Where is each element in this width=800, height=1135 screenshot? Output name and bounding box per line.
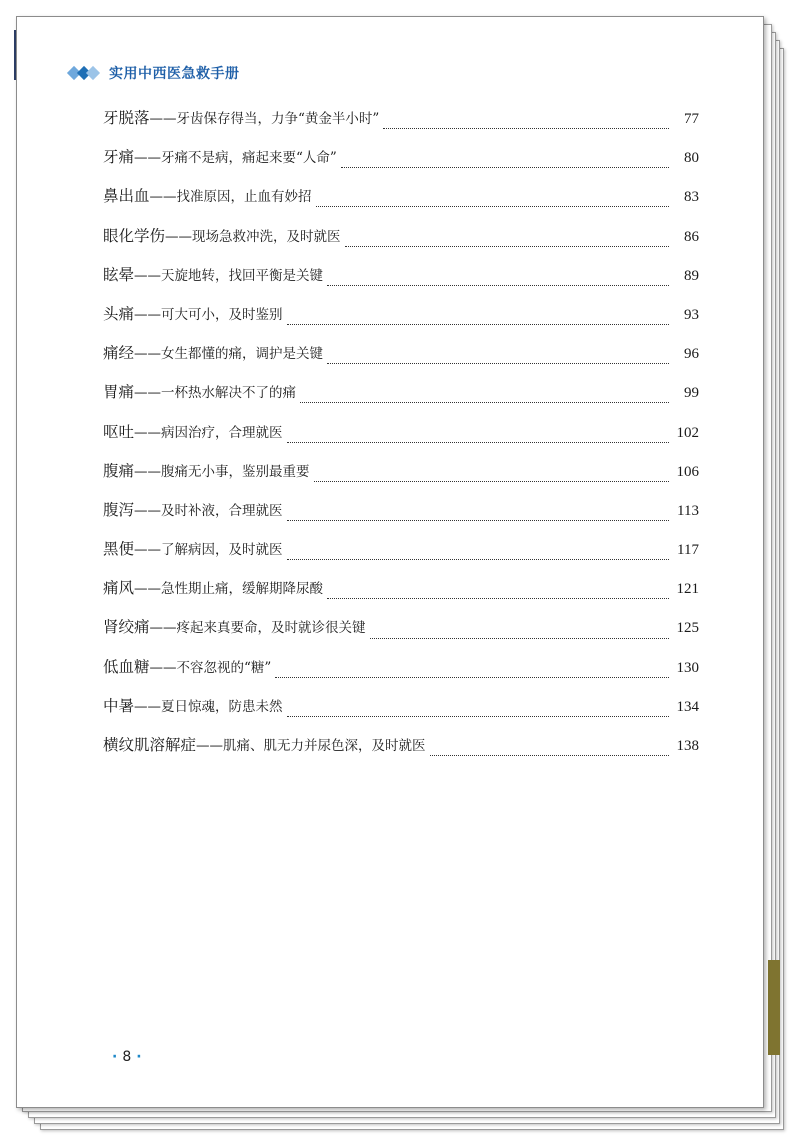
entry-subtitle: ——夏日惊魂，防患未然 [134,698,283,715]
toc-entry[interactable] [103,144,699,183]
entry-title: 腹痛 [103,461,135,480]
entry-page-number: 121 [676,581,699,598]
toc-entry[interactable] [103,654,699,693]
toc-entry[interactable] [103,105,699,144]
entry-page-number: 77 [684,111,699,127]
book-page [16,16,764,1108]
entry-page-number: 138 [676,738,699,754]
entry-subtitle: ——找准原因，止血有妙招 [149,189,312,206]
entry-page-number: 102 [676,424,699,441]
dot-leader [287,716,669,717]
toc-entry[interactable] [103,575,699,614]
entry-page-number: 83 [684,189,699,206]
table-of-contents [103,105,699,771]
entry-subtitle: ——病因治疗，合理就医 [134,424,283,441]
dot-leader [327,363,669,364]
dot-leader [314,481,669,482]
cover-edge-olive [768,960,780,1055]
entry-subtitle: ——女生都懂的痛，调护是关键 [134,346,324,363]
entry-subtitle: ——及时补液，合理就医 [134,502,283,519]
dot-leader [430,755,669,756]
toc-entry[interactable] [103,223,699,262]
entry-title: 呕吐 [103,422,135,441]
entry-subtitle: ——一杯热水解决不了的痛 [134,385,297,402]
dot-leader [287,324,669,325]
entry-title: 头痛 [103,304,135,323]
entry-title: 痛风 [103,579,135,598]
dot-leader [287,520,669,521]
book-title: 实用中西医急救手册 [109,66,240,82]
dot-leader [287,559,669,560]
entry-subtitle: ——牙齿保存得当，力争“黄金半小时” [149,111,380,127]
entry-page-number: 89 [684,267,699,284]
entry-subtitle: ——天旋地转，找回平衡是关键 [134,267,324,284]
toc-entry[interactable] [103,379,699,418]
entry-subtitle: ——急性期止痛，缓解期降尿酸 [134,581,324,598]
toc-entry[interactable] [103,419,699,458]
entry-title: 黑便 [103,540,135,559]
dot-leader [327,285,669,286]
entry-subtitle: ——牙痛不是病，痛起来要“人命” [134,150,337,167]
entry-subtitle: ——腹痛无小事，鉴别最重要 [134,463,310,480]
entry-subtitle: ——现场急救冲洗，及时就医 [165,228,341,245]
page-footer [107,1049,147,1065]
toc-entry[interactable] [103,536,699,575]
entry-title: 眼化学伤 [103,226,166,245]
entry-title: 鼻出血 [103,187,150,206]
entry-page-number: 86 [684,228,699,245]
entry-title: 肾绞痛 [103,618,150,637]
entry-title: 牙脱落 [103,109,150,127]
entry-title: 痛经 [103,344,135,363]
entry-subtitle: ——了解病因，及时就医 [134,542,283,559]
entry-page-number: 106 [676,463,699,480]
toc-entry[interactable] [103,183,699,222]
dot-leader [287,442,669,443]
toc-entry[interactable] [103,458,699,497]
entry-page-number: 80 [684,150,699,167]
dot-leader [370,638,669,639]
diamond-logo-icon [67,65,101,81]
entry-page-number: 134 [676,698,699,715]
dot-leader [316,206,669,207]
dot-leader [300,402,669,403]
entry-title: 眩晕 [103,265,135,284]
dot-leader [383,128,669,129]
dot-leader [345,246,669,247]
entry-subtitle: ——疼起来真要命，及时就诊很关键 [149,620,366,637]
entry-title: 中暑 [103,696,135,715]
entry-title: 牙痛 [103,148,135,167]
toc-entry[interactable] [103,614,699,653]
entry-page-number: 99 [684,385,699,402]
entry-title: 横纹肌溶解症 [103,736,197,754]
dot-leader [327,598,669,599]
dot-leader [341,167,669,168]
entry-page-number: 96 [684,346,699,363]
toc-entry[interactable] [103,693,699,732]
entry-title: 腹泻 [103,500,135,519]
toc-entry[interactable] [103,340,699,379]
entry-subtitle: ——肌痛、肌无力并尿色深，及时就医 [196,738,426,754]
entry-page-number: 125 [676,620,699,637]
entry-subtitle: ——不容忽视的“糖” [149,659,272,676]
dot-icon: · [136,1049,142,1065]
entry-page-number: 117 [677,542,699,559]
page-header [67,63,240,83]
entry-page-number: 130 [676,659,699,676]
entry-subtitle: ——可大可小，及时鉴别 [134,306,283,323]
toc-entry[interactable] [103,497,699,536]
toc-entry[interactable] [103,732,699,771]
entry-page-number: 93 [684,306,699,323]
toc-entry[interactable] [103,301,699,340]
page-number: 8 [122,1049,132,1065]
entry-title: 低血糖 [103,657,150,676]
entry-title: 胃痛 [103,383,135,402]
dot-icon: · [112,1049,118,1065]
entry-page-number: 113 [677,502,699,519]
toc-entry[interactable] [103,262,699,301]
dot-leader [275,677,669,678]
